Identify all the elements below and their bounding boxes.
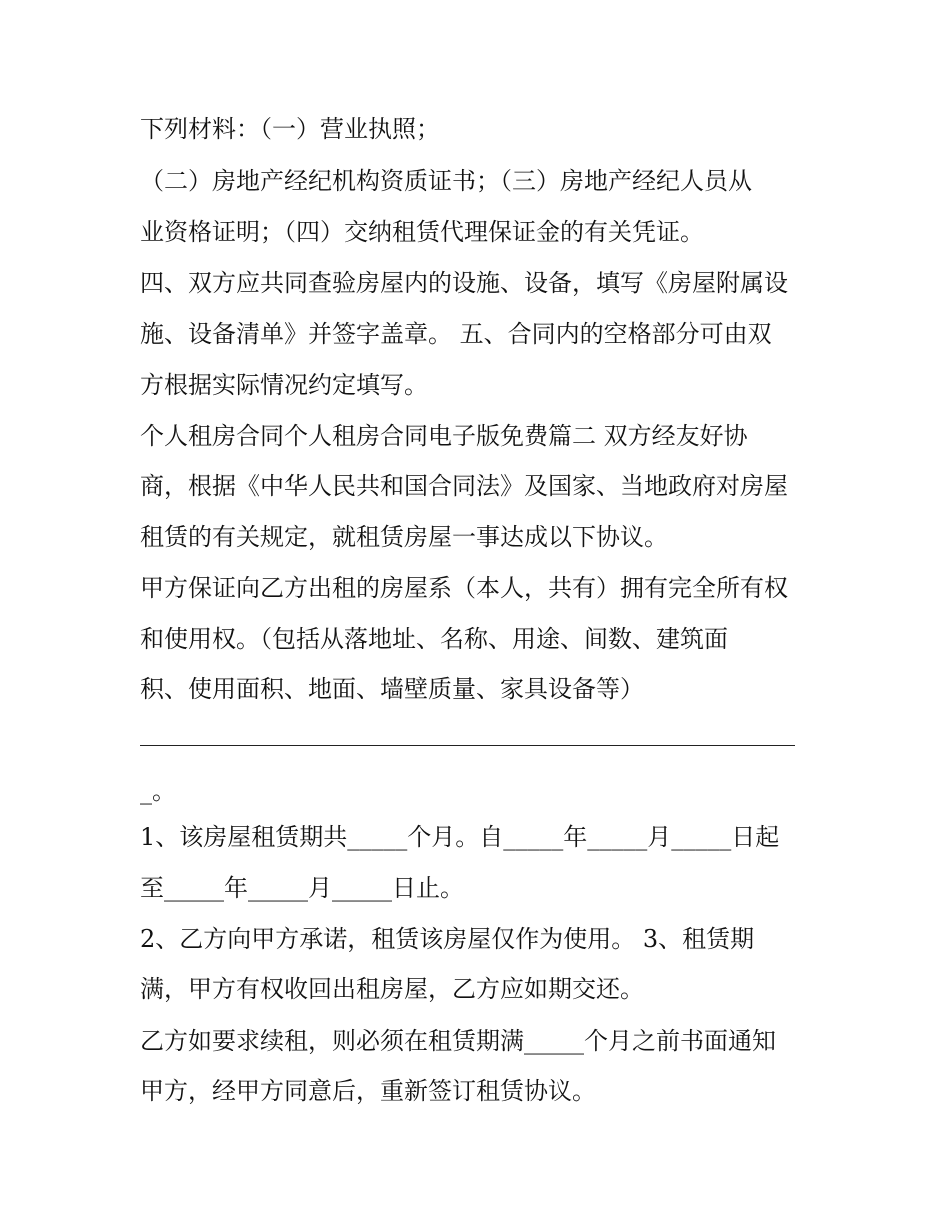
text-line: 甲方，经甲方同意后，重新签订租赁协议。 xyxy=(140,1077,596,1105)
text-line: 1、该房屋租赁期共_____个月。自_____年_____月_____日起 xyxy=(140,823,780,851)
text-line: 租赁的有关规定，就租赁房屋一事达成以下协议。 xyxy=(140,523,668,551)
text-line: 积、使用面积、地面、墙壁质量、家具设备等） xyxy=(140,675,644,703)
text-line: 下列材料：（一）营业执照； xyxy=(140,115,440,143)
text-line: _。 xyxy=(140,777,176,805)
text-line: 施、设备清单》并签字盖章。 五、合同内的空格部分可由双 xyxy=(140,320,772,348)
text-line: 业资格证明；（四）交纳租赁代理保证金的有关凭证。 xyxy=(140,218,704,246)
blank-fill-line xyxy=(140,745,795,746)
text-line: 商，根据《中华人民共和国合同法》及国家、当地政府对房屋 xyxy=(140,472,788,500)
text-line: 2、乙方向甲方承诺，租赁该房屋仅作为使用。 3、租赁期 xyxy=(140,925,755,953)
text-line: 至_____年_____月_____日止。 xyxy=(140,874,464,902)
text-line: 个人租房合同个人租房合同电子版免费篇二 双方经友好协 xyxy=(140,422,748,450)
text-line: 乙方如要求续租，则必须在租赁期满_____个月之前书面通知 xyxy=(140,1027,776,1055)
text-line: 和使用权。（包括从落地址、名称、用途、间数、建筑面 xyxy=(140,625,728,653)
text-line: 甲方保证向乙方出租的房屋系（本人，共有）拥有完全所有权 xyxy=(140,574,788,602)
text-line: 满，甲方有权收回出租房屋，乙方应如期交还。 xyxy=(140,975,644,1003)
text-line: 方根据实际情况约定填写。 xyxy=(140,371,428,399)
text-line: （二）房地产经纪机构资质证书；（三）房地产经纪人员从 xyxy=(140,167,752,195)
text-line: 四、双方应共同查验房屋内的设施、设备，填写《房屋附属设 xyxy=(140,269,788,297)
